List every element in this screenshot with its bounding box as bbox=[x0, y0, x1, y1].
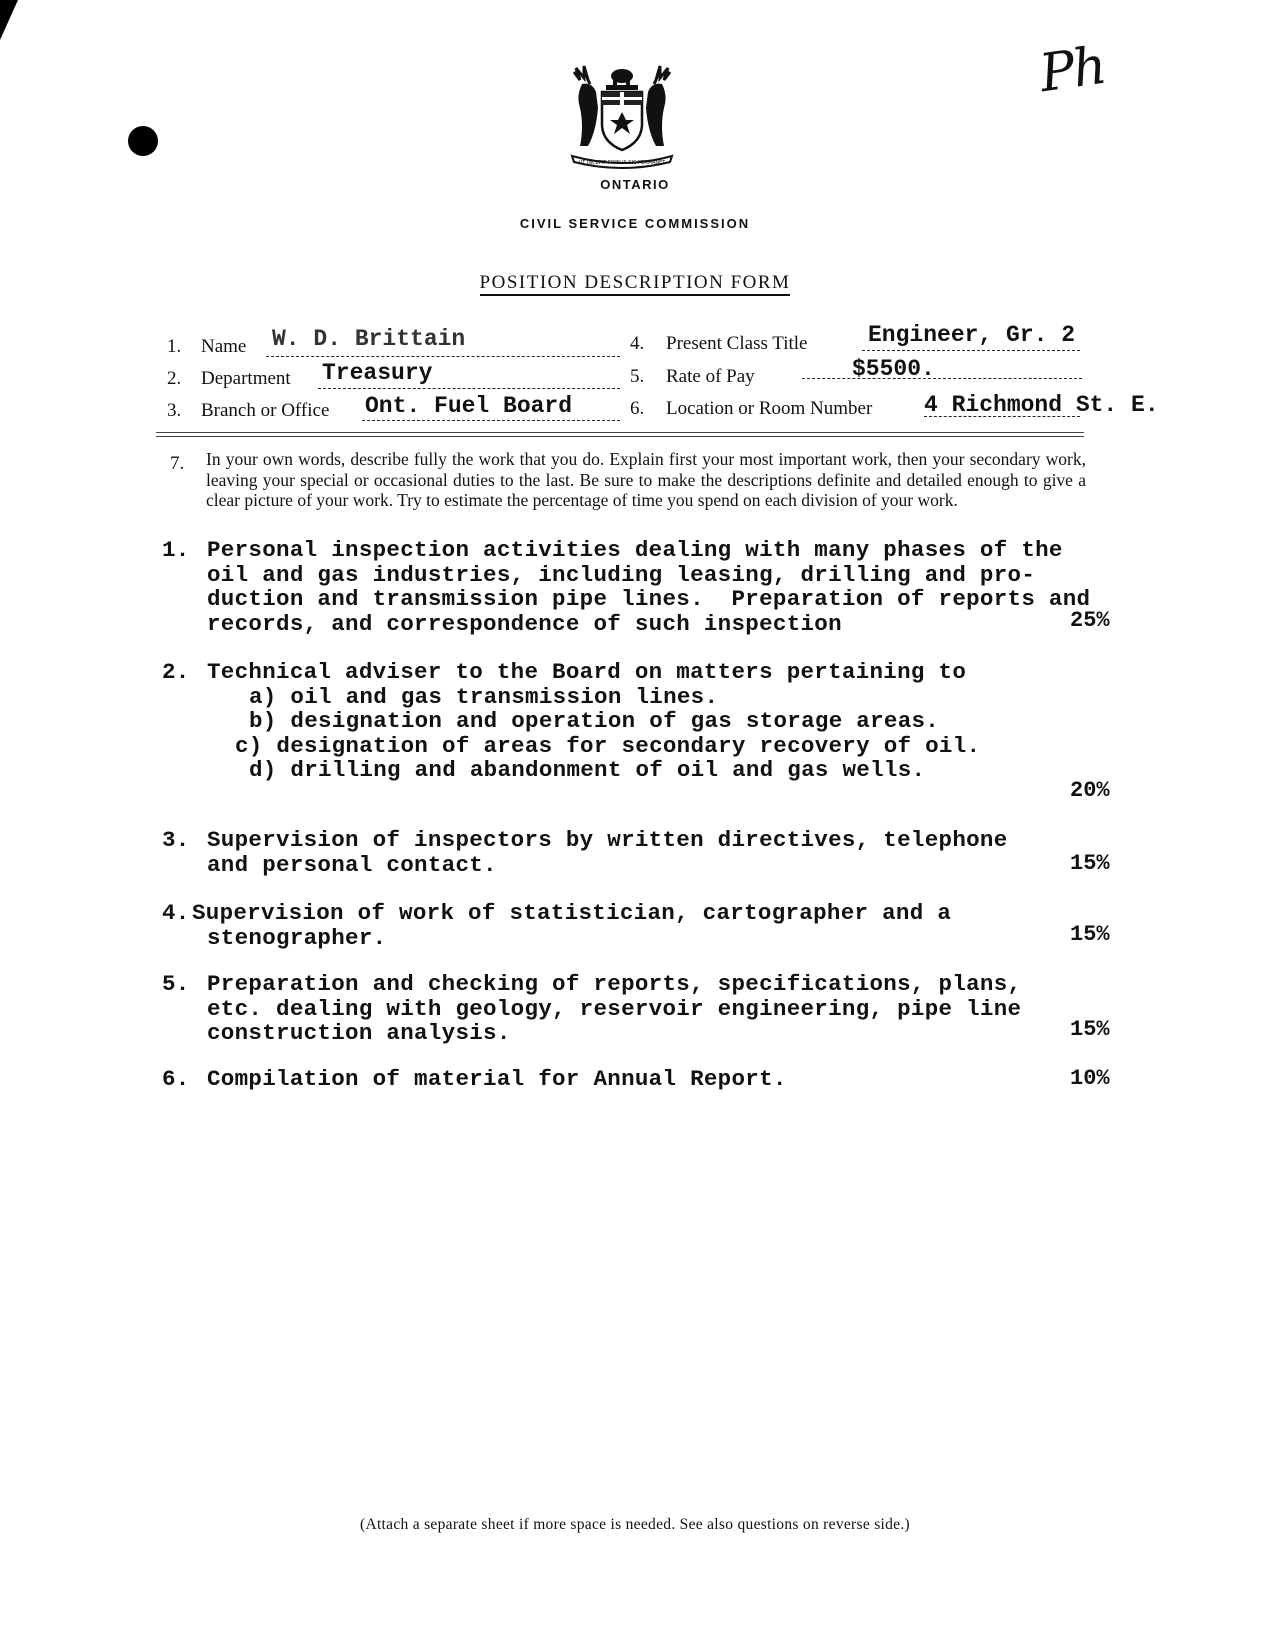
field-4-number: 4. bbox=[630, 333, 645, 354]
duty-4-percent: 15% bbox=[1070, 922, 1110, 947]
duty-5-line: etc. dealing with geology, reservoir engineering, pipe line bbox=[207, 995, 1022, 1022]
field-2-label: Department bbox=[201, 368, 291, 389]
field-1-number: 1. bbox=[167, 336, 182, 357]
duty-1-line: Personal inspection activities dealing with many phases of the bbox=[207, 537, 1063, 563]
duty-2-line: b) designation and operation of gas storage areas. bbox=[249, 708, 940, 734]
field-5-number: 5. bbox=[630, 366, 645, 387]
field-5-value: $5500. bbox=[852, 356, 935, 382]
duty-5-line: construction analysis. bbox=[207, 1020, 511, 1046]
duty-1-number: 1. bbox=[162, 537, 190, 563]
field-4-label: Present Class Title bbox=[666, 333, 808, 354]
duty-5-number: 5. bbox=[162, 971, 190, 997]
field-5-label: Rate of Pay bbox=[666, 366, 755, 387]
instructions-number: 7. bbox=[170, 453, 185, 474]
field-3-number: 3. bbox=[167, 400, 182, 421]
field-2-number: 2. bbox=[167, 368, 182, 389]
duty-6-line: Compilation of material for Annual Report. bbox=[207, 1066, 787, 1092]
field-6-value: 4 Richmond St. E. bbox=[924, 392, 1159, 418]
duty-1-line: oil and gas industries, including leasing, drilling and pro- bbox=[207, 561, 1036, 588]
field-1-value: W. D. Brittain bbox=[272, 326, 466, 352]
svg-text:UT INCEPIT FIDELIS SIC PERMANE: UT INCEPIT FIDELIS SIC PERMANET bbox=[578, 160, 666, 166]
duty-3-line: Supervision of inspectors by written directives, telephone bbox=[207, 827, 1008, 853]
duty-6-number: 6. bbox=[162, 1066, 190, 1092]
footer-note: (Attach a separate sheet if more space is needed. See also questions on reverse side.) bbox=[359, 1516, 910, 1533]
province-title: ONTARIO bbox=[600, 177, 670, 192]
duty-1-line: duction and transmission pipe lines. Preparation of reports and bbox=[207, 586, 1091, 612]
duty-1-line: records, and correspondence of such inspection bbox=[207, 610, 842, 637]
handwritten-initials: Ph bbox=[1036, 35, 1109, 105]
form-title-text: POSITION DESCRIPTION FORM bbox=[480, 272, 791, 296]
field-6-label: Location or Room Number bbox=[666, 398, 873, 419]
field-3-value: Ont. Fuel Board bbox=[365, 393, 573, 419]
commission-title: CIVIL SERVICE COMMISSION bbox=[519, 216, 751, 231]
duty-2-line: Technical adviser to the Board on matters pertaining to bbox=[207, 659, 967, 685]
duty-3-line: and personal contact. bbox=[207, 851, 497, 878]
field-4-value: Engineer, Gr. 2 bbox=[868, 322, 1076, 348]
duty-5-line: Preparation and checking of reports, specifications, plans, bbox=[207, 971, 1022, 997]
duty-5-percent: 15% bbox=[1070, 1017, 1110, 1042]
field-2-value: Treasury bbox=[322, 360, 433, 386]
duty-4-line: stenographer. bbox=[207, 924, 387, 951]
duty-2-line: c) designation of areas for secondary recovery of oil. bbox=[235, 732, 981, 759]
field-6-number: 6. bbox=[630, 398, 645, 419]
duty-3-percent: 15% bbox=[1070, 851, 1110, 876]
instructions-text: In your own words, describe fully the work that you do. Explain first your most important work, then your secondary work, leaving your special or occasional duties to the last. Be sure to make the descriptions definite and detailed enough to give a clear picture of your work. Try to estimate the percentage of time you spend on each division of your work. bbox=[206, 449, 1086, 510]
duty-4-line: Supervision of work of statistician, cartographer and a bbox=[192, 900, 952, 926]
duty-1-percent: 25% bbox=[1070, 608, 1110, 633]
duty-2-line: a) oil and gas transmission lines. bbox=[249, 683, 719, 710]
duty-2-percent: 20% bbox=[1070, 778, 1110, 803]
duty-6-percent: 10% bbox=[1070, 1066, 1110, 1091]
duty-3-number: 3. bbox=[162, 827, 190, 853]
duty-4-number: 4. bbox=[162, 900, 190, 926]
duty-2-line: d) drilling and abandonment of oil and gas wells. bbox=[249, 757, 926, 783]
duty-2-number: 2. bbox=[162, 659, 190, 685]
field-3-label: Branch or Office bbox=[201, 400, 330, 421]
field-1-label: Name bbox=[201, 336, 247, 357]
